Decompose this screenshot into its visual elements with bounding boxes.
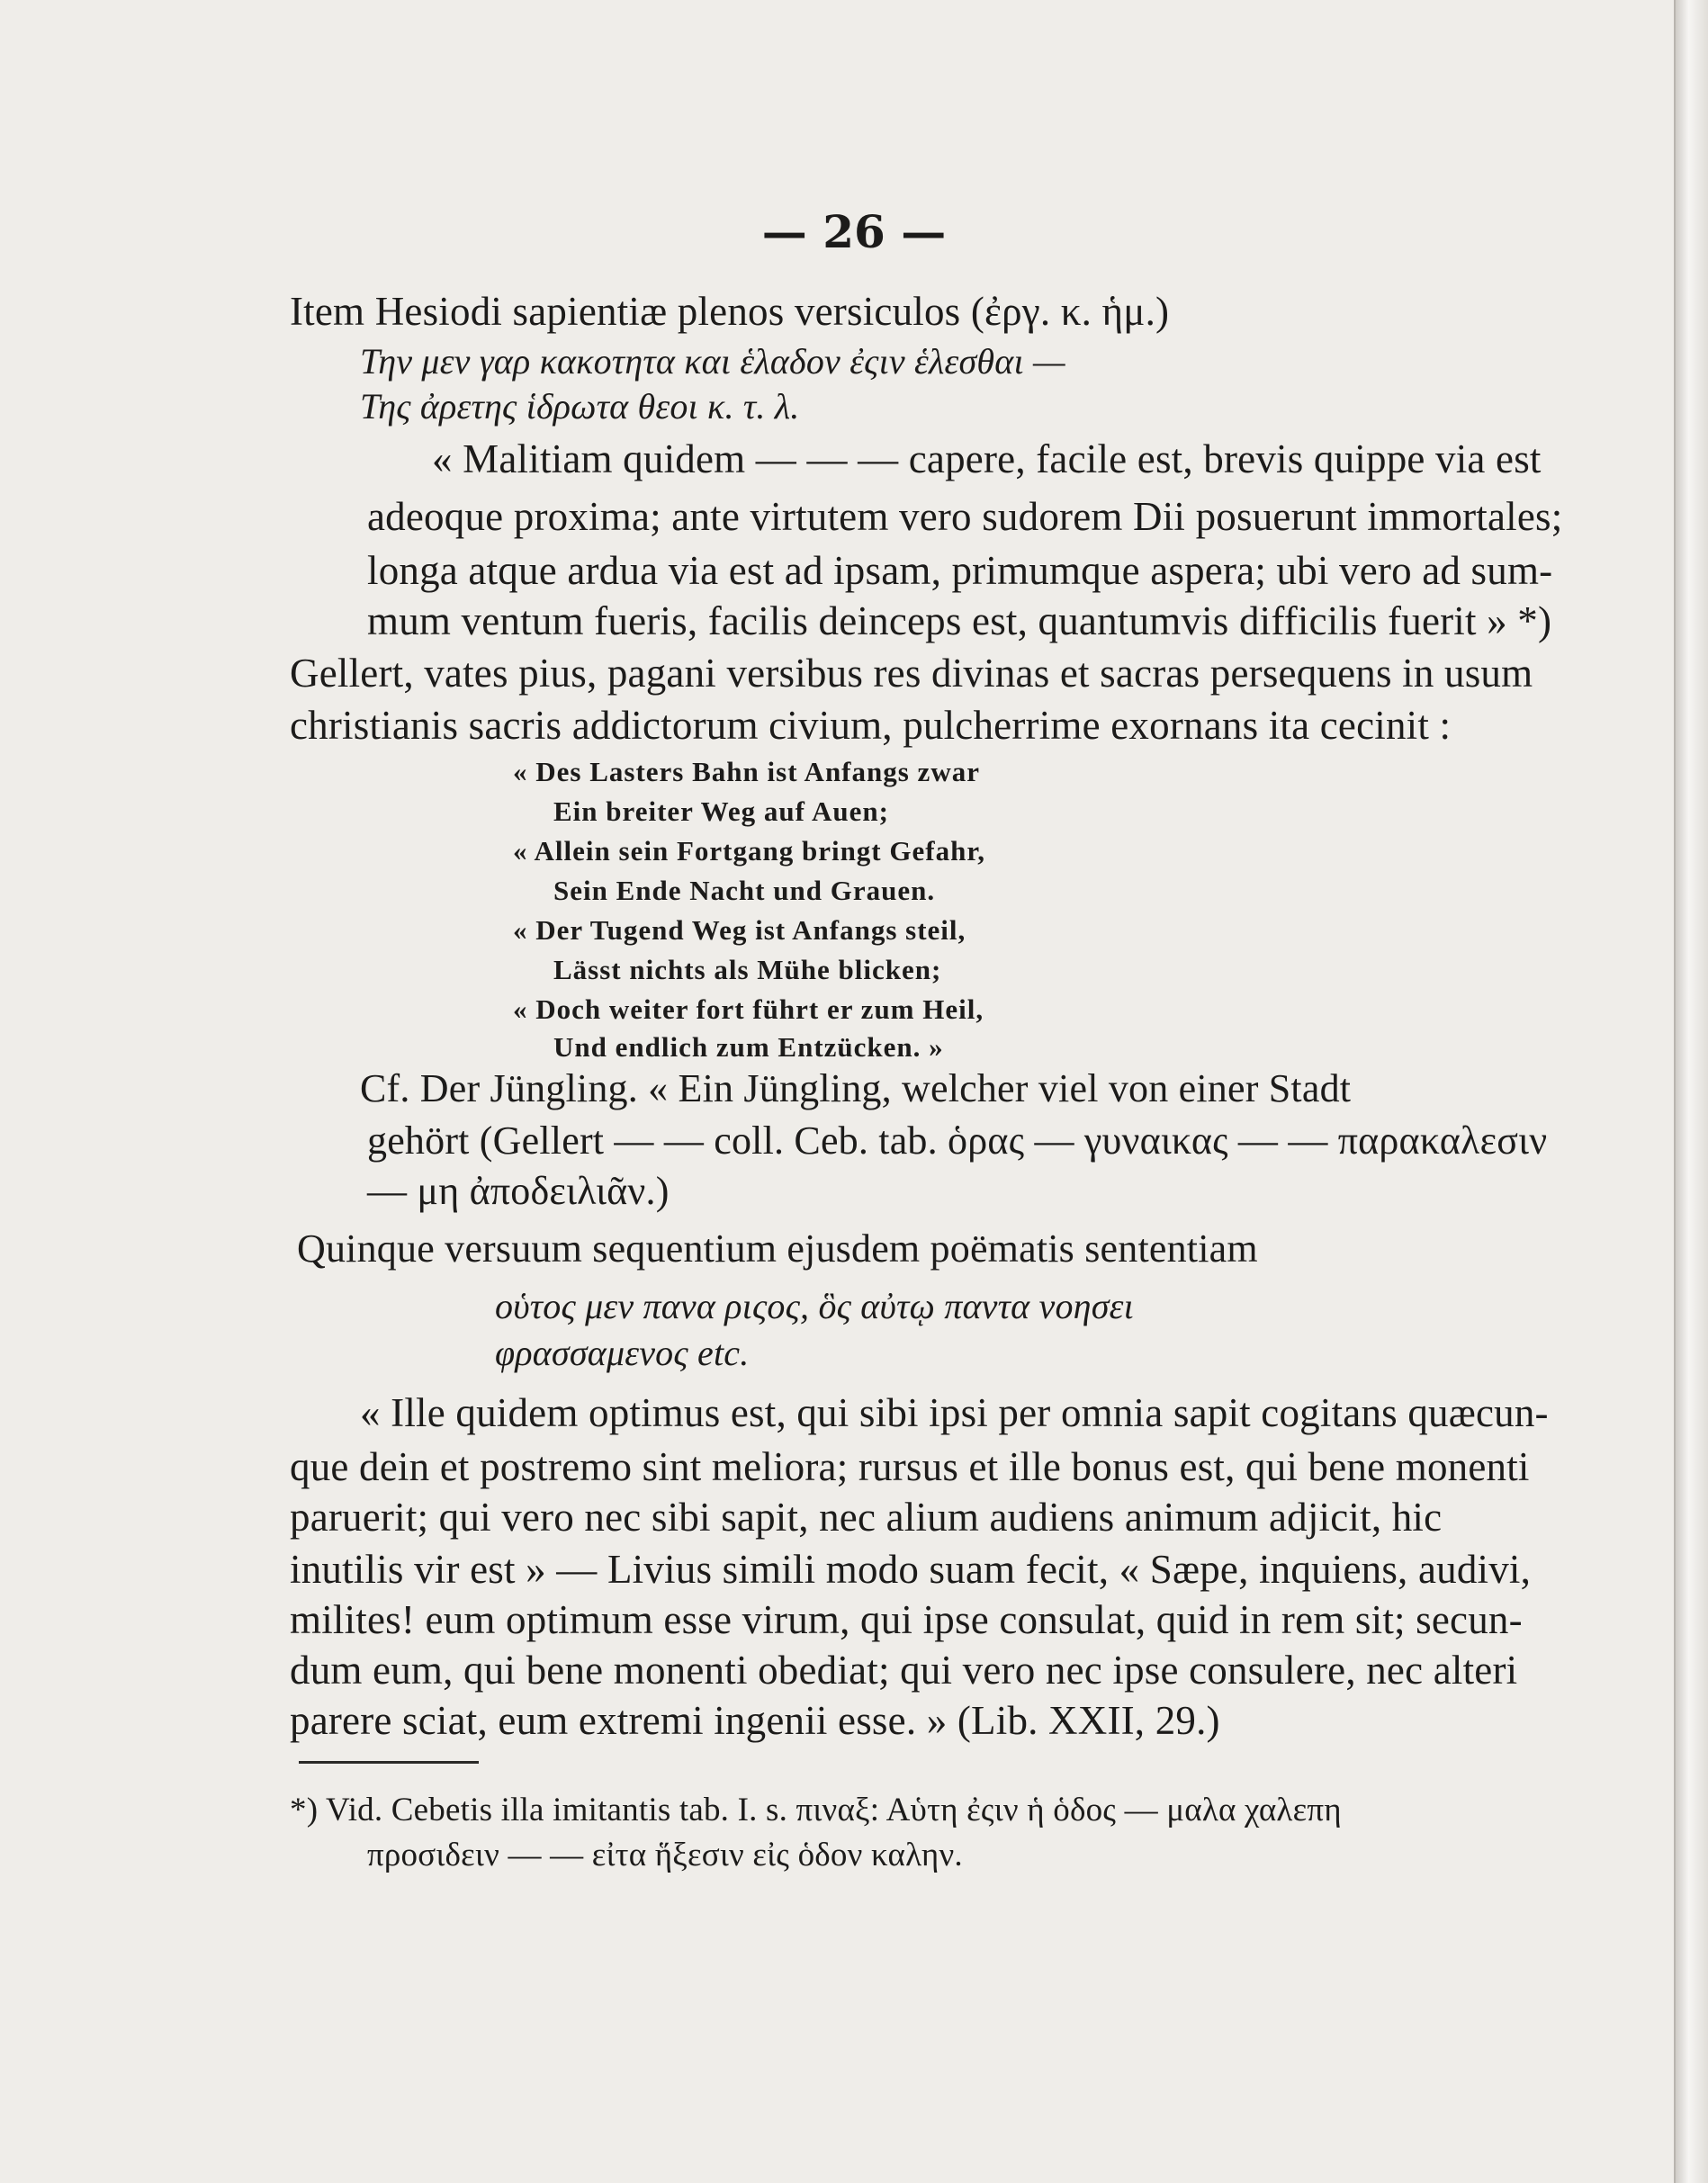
german-verse-line: Sein Ende Nacht und Grauen.	[553, 875, 936, 906]
text-line: inutilis vir est » — Livius simili modo suam fecit, « Sæpe, inquiens, audivi,	[290, 1547, 1532, 1592]
text-line: Quinque versuum sequentium ejusdem poëmatis sententiam	[297, 1226, 1258, 1271]
text-line: gehört (Gellert — — coll. Ceb. tab. ὁρας — γυναικας — — παρακαλεσιν	[367, 1118, 1548, 1163]
text-line: Item Hesiodi sapientiæ plenos versiculos (ἐργ. κ. ἡμ.)	[290, 289, 1170, 334]
text-line: dum eum, qui bene monenti obediat; qui vero nec ipse consulere, nec alteri	[290, 1648, 1518, 1693]
german-verse-line: « Des Lasters Bahn ist Anfangs zwar	[513, 756, 980, 787]
german-verse-line: Lässt nichts als Mühe blicken;	[553, 954, 942, 985]
greek-verse-line: Την μεν γαρ κακοτητα και ἑλαδον ἐςιν ἑλεσθαι —	[360, 341, 1065, 382]
footnote-rule	[299, 1761, 479, 1764]
text-line: paruerit; qui vero nec sibi sapit, nec alium audiens animum adjicit, hic	[290, 1495, 1443, 1540]
german-verse-line: « Allein sein Fortgang bringt Gefahr,	[513, 835, 985, 867]
footnote-line: προσιδειν — — εἰτα ἥξεσιν εἰς ὁδον καλην.	[367, 1837, 963, 1873]
greek-verse-line: οὑτος μεν πανα ριςος, ὃς αὐτῳ παντα νοησει	[495, 1286, 1134, 1326]
text-line: que dein et postremo sint meliora; rursus et ille bonus est, qui bene monenti	[290, 1444, 1530, 1489]
text-line: parere sciat, eum extremi ingenii esse. » (Lib. XXII, 29.)	[290, 1698, 1220, 1743]
text-line: adeoque proxima; ante virtutem vero sudorem Dii posuerunt immortales;	[367, 494, 1563, 539]
footnote-line: *) Vid. Cebetis illa imitantis tab. I. s. πιναξ: Αὑτη ἐςιν ἡ ὁδος — μαλα χαλεπη	[290, 1792, 1342, 1828]
german-verse-line: Und endlich zum Entzücken. »	[553, 1031, 944, 1063]
text-line: longa atque ardua via est ad ipsam, primumque aspera; ubi vero ad sum-	[367, 548, 1553, 593]
text-line: christianis sacris addictorum civium, pulcherrime exornans ita cecinit :	[290, 703, 1452, 748]
page-edge	[1674, 0, 1708, 2183]
greek-verse-line: Της ἀρετης ἱδρωτα θεοι κ. τ. λ.	[360, 386, 800, 427]
text-line: « Ille quidem optimus est, qui sibi ipsi per omnia sapit cogitans quæcun-	[360, 1390, 1549, 1435]
german-verse-line: « Doch weiter fort führt er zum Heil,	[513, 993, 984, 1025]
text-line: Gellert, vates pius, pagani versibus res divinas et sacras persequens in usum	[290, 651, 1533, 696]
text-line: mum ventum fueris, facilis deinceps est, quantumvis difficilis fuerit » *)	[367, 598, 1552, 643]
text-line: « Malitiam quidem — — — capere, facile est, brevis quippe via est	[432, 436, 1542, 481]
greek-verse-line: φρασσαμενος etc.	[495, 1333, 750, 1373]
page-number: — 26 —	[761, 205, 947, 258]
german-verse-line: Ein breiter Weg auf Auen;	[553, 795, 889, 827]
german-verse-line: « Der Tugend Weg ist Anfangs steil,	[513, 914, 966, 946]
text-line: Cf. Der Jüngling. « Ein Jüngling, welcher viel von einer Stadt	[360, 1066, 1352, 1110]
text-line: — μη ἀποδειλιᾶν.)	[367, 1169, 670, 1213]
text-line: milites! eum optimum esse virum, qui ipse consulat, quid in rem sit; secun-	[290, 1597, 1523, 1642]
